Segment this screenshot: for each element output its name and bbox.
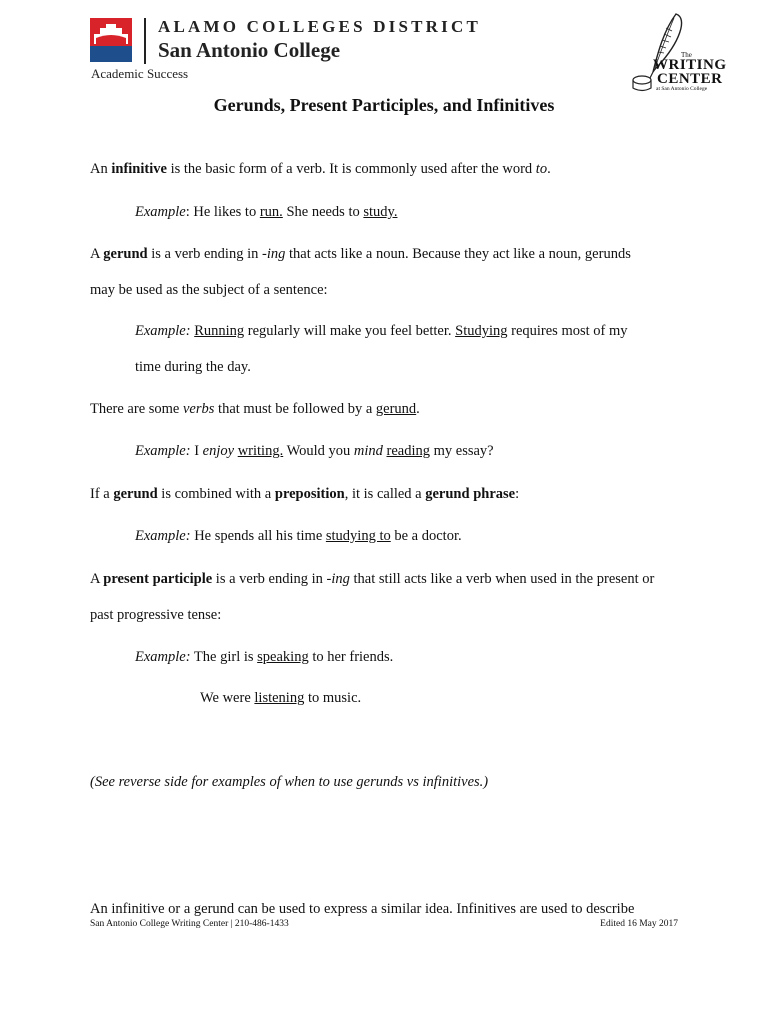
- college-name: San Antonio College: [158, 38, 341, 62]
- infinitive-example: Example: He likes to run. She needs to study.: [135, 204, 398, 220]
- verbs-example: Example: I enjoy writing. Would you mind reading my essay?: [135, 443, 494, 459]
- footer-edited-date: Edited 16 May 2017: [600, 919, 678, 929]
- gerund-definition-line2: may be used as the subject of a sentence:: [90, 282, 328, 298]
- wc-logo-writing: WRITING: [653, 57, 727, 73]
- gerund-phrase-definition: If a gerund is combined with a preposition, it is called a gerund phrase:: [90, 486, 520, 502]
- logo-divider: [144, 18, 146, 64]
- gerund-example-line2: time during the day.: [135, 359, 251, 375]
- wc-logo-the: The: [681, 51, 692, 59]
- present-participle-definition-line2: past progressive tense:: [90, 607, 222, 623]
- present-participle-definition: A present participle is a verb ending in -ing that still acts like a verb when used in the present or: [90, 571, 655, 587]
- alamo-logo: [90, 18, 132, 62]
- gerund-definition: A gerund is a verb ending in -ing that acts like a noun. Because they act like a noun, gerunds: [90, 246, 631, 262]
- closing-line: An infinitive or a gerund can be used to express a similar idea. Infinitives are used to describe: [90, 901, 635, 917]
- present-participle-example: Example: The girl is speaking to her friends.: [135, 649, 394, 665]
- wc-logo-sub: at San Antonio College: [656, 86, 708, 92]
- department-name: Academic Success: [91, 66, 189, 81]
- footer-contact: San Antonio College Writing Center | 210-486-1433: [90, 919, 289, 929]
- present-participle-example-2: We were listening to music.: [200, 690, 362, 706]
- gerund-example: Example: Running regularly will make you feel better. Studying requires most of my: [135, 323, 628, 339]
- verbs-followed-by-gerund: There are some verbs that must be followed by a gerund.: [90, 401, 420, 417]
- district-name: ALAMO COLLEGES DISTRICT: [158, 17, 481, 36]
- gerund-phrase-example: Example: He spends all his time studying to be a doctor.: [135, 528, 462, 544]
- wc-logo-center: CENTER: [657, 71, 723, 87]
- page-title: Gerunds, Present Participles, and Infinitives: [213, 95, 555, 115]
- infinitive-definition: An infinitive is the basic form of a verb. It is commonly used after the word to.: [90, 161, 551, 177]
- reverse-side-note: (See reverse side for examples of when to use gerunds vs infinitives.): [90, 774, 489, 790]
